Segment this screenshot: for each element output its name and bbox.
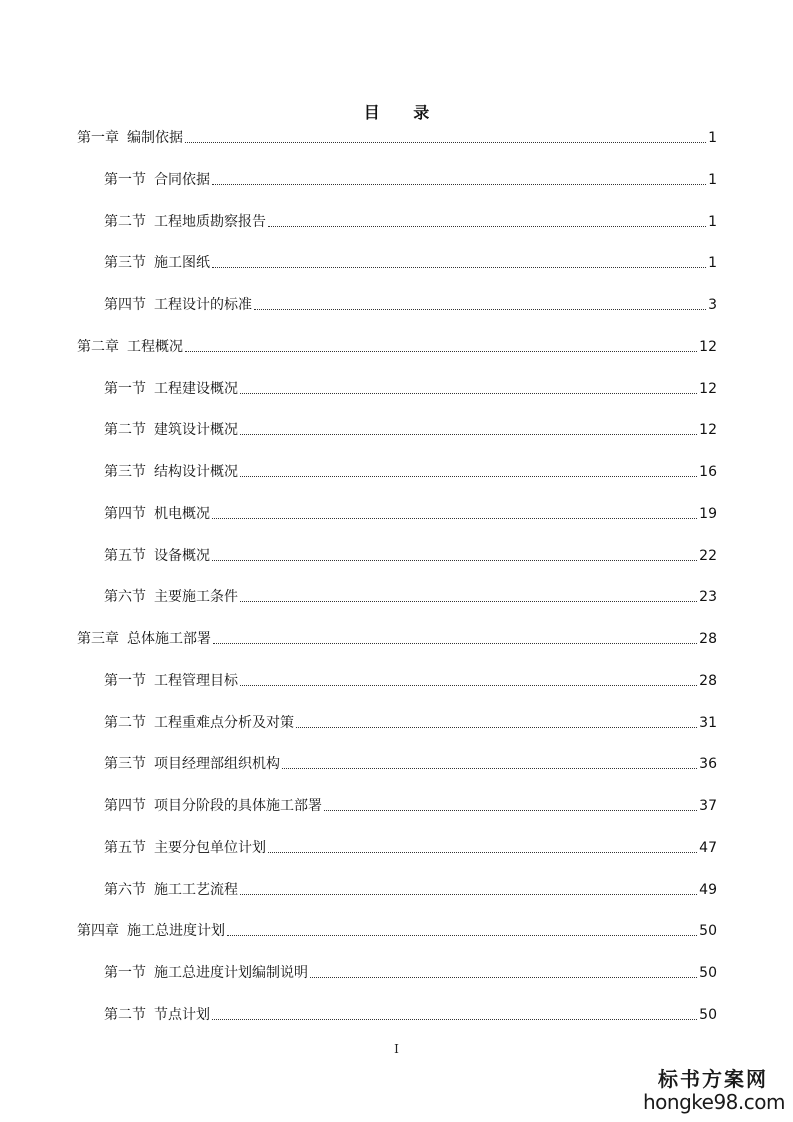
toc-entry-page: 16 xyxy=(699,464,717,480)
toc-entry-title: 总体施工部署 xyxy=(127,631,211,647)
toc-entry-title: 工程设计的标准 xyxy=(154,297,252,313)
page-number: I xyxy=(394,1042,399,1056)
toc-entry-title: 施工工艺流程 xyxy=(154,881,238,898)
toc-chapter-entry[interactable] xyxy=(77,917,717,941)
toc-dot-leader xyxy=(213,643,697,644)
toc-entry-number: 第二节 xyxy=(104,213,146,230)
toc-entry-title: 项目分阶段的具体施工部署 xyxy=(154,798,322,814)
toc-entry-number: 第二章 xyxy=(77,338,119,355)
toc-entry-title: 结构设计概况 xyxy=(154,464,238,480)
toc-entry-number: 第一节 xyxy=(104,171,146,188)
toc-dot-leader xyxy=(212,518,697,519)
toc-entry-number: 第四节 xyxy=(104,297,146,313)
toc-entry-number: 第五节 xyxy=(104,547,146,564)
toc-dot-leader xyxy=(227,935,697,936)
toc-section-entry[interactable] xyxy=(104,500,717,524)
toc-entry-number: 第二节 xyxy=(104,1006,146,1023)
toc-section-entry[interactable] xyxy=(104,291,717,315)
toc-entry-page: 23 xyxy=(699,589,717,606)
toc-entry-number: 第五节 xyxy=(104,839,146,856)
toc-entry-label xyxy=(104,170,210,190)
toc-entry-title: 设备概况 xyxy=(154,547,210,564)
page-title: 目 录 xyxy=(363,103,444,122)
toc-dot-leader xyxy=(324,810,697,811)
toc-entry-title: 机电概况 xyxy=(154,505,210,522)
watermark-logo xyxy=(643,1068,783,1114)
toc-section-entry[interactable] xyxy=(104,542,717,566)
toc-entry-page: 36 xyxy=(699,756,717,773)
toc-dot-leader xyxy=(212,267,706,268)
toc-entry-page: 49 xyxy=(699,881,717,898)
toc-dot-leader xyxy=(240,894,697,895)
toc-entry-label xyxy=(104,587,238,607)
toc-dot-leader xyxy=(268,226,706,227)
toc-dot-leader xyxy=(212,560,697,561)
toc-entry-label xyxy=(77,337,183,357)
toc-entry-title: 编制依据 xyxy=(127,130,183,146)
toc-section-entry[interactable] xyxy=(104,750,717,774)
toc-dot-leader xyxy=(240,434,697,435)
toc-entry-title: 工程重难点分析及对策 xyxy=(154,714,294,731)
toc-entry-number: 第二节 xyxy=(104,714,146,731)
toc-entry-label xyxy=(104,796,322,816)
toc-entry-page: 3 xyxy=(708,297,717,313)
toc-entry-label xyxy=(104,253,210,273)
toc-entry-page: 12 xyxy=(699,338,717,355)
toc-entry-title: 合同依据 xyxy=(154,171,210,188)
toc-entry-number: 第四节 xyxy=(104,798,146,814)
toc-entry-label xyxy=(104,671,238,691)
toc-entry-label xyxy=(104,963,308,983)
toc-entry-page: 47 xyxy=(699,839,717,856)
toc-section-entry[interactable] xyxy=(104,1001,717,1025)
toc-entry-page: 19 xyxy=(699,505,717,522)
toc-entry-label xyxy=(104,462,238,482)
toc-entry-number: 第一章 xyxy=(77,130,119,146)
toc-dot-leader xyxy=(185,351,697,352)
toc-entry-page: 28 xyxy=(699,672,717,689)
toc-entry-title: 工程建设概况 xyxy=(154,380,238,397)
watermark-name: 标书方案网 xyxy=(658,1067,768,1091)
toc-entry-number: 第六节 xyxy=(104,589,146,606)
toc-section-entry[interactable] xyxy=(104,208,717,232)
toc-entry-label xyxy=(104,295,252,315)
toc-section-entry[interactable] xyxy=(104,416,717,440)
toc-dot-leader xyxy=(185,142,706,143)
toc-section-entry[interactable] xyxy=(104,709,717,733)
toc-entry-title: 工程管理目标 xyxy=(154,672,238,689)
toc-dot-leader xyxy=(212,1019,697,1020)
toc-entry-number: 第四章 xyxy=(77,923,119,940)
toc-entry-title: 节点计划 xyxy=(154,1006,210,1023)
toc-entry-page: 22 xyxy=(699,547,717,564)
toc-entry-title: 施工总进度计划 xyxy=(127,923,225,940)
toc-section-entry[interactable] xyxy=(104,834,717,858)
toc-entry-label xyxy=(104,212,266,232)
toc-entry-number: 第三节 xyxy=(104,464,146,480)
toc-entry-label xyxy=(77,921,225,941)
toc-entry-label xyxy=(77,629,211,649)
toc-entry-page: 1 xyxy=(708,255,717,272)
toc-entry-label xyxy=(104,754,280,774)
toc-dot-leader xyxy=(240,685,697,686)
toc-entry-page: 50 xyxy=(699,923,717,940)
toc-entry-number: 第一节 xyxy=(104,380,146,397)
toc-entry-page: 28 xyxy=(699,631,717,647)
toc-entry-label xyxy=(77,128,183,148)
toc-dot-leader xyxy=(282,768,697,769)
toc-section-entry[interactable] xyxy=(104,792,717,816)
toc-entry-title: 项目经理部组织机构 xyxy=(154,756,280,773)
toc-entry-number: 第三章 xyxy=(77,631,119,647)
toc-entry-page: 50 xyxy=(699,965,717,981)
toc-entry-title: 施工图纸 xyxy=(154,255,210,272)
toc-entry-page: 1 xyxy=(708,130,717,146)
toc-entry-label xyxy=(104,420,238,440)
toc-section-entry[interactable] xyxy=(104,166,717,190)
toc-dot-leader xyxy=(268,852,697,853)
toc-section-entry[interactable] xyxy=(104,667,717,691)
toc-entry-page: 50 xyxy=(699,1006,717,1023)
toc-chapter-entry[interactable] xyxy=(77,124,717,148)
toc-chapter-entry[interactable] xyxy=(77,333,717,357)
toc-entry-number: 第一节 xyxy=(104,672,146,689)
toc-dot-leader xyxy=(254,309,706,310)
toc-section-entry[interactable] xyxy=(104,249,717,273)
toc-entry-page: 37 xyxy=(699,798,717,814)
toc-entry-label xyxy=(104,504,210,524)
toc-entry-label xyxy=(104,1005,210,1025)
toc-entry-number: 第三节 xyxy=(104,756,146,773)
toc-section-entry[interactable] xyxy=(104,458,717,482)
toc-dot-leader xyxy=(240,476,697,477)
toc-entry-title: 施工总进度计划编制说明 xyxy=(154,965,308,981)
toc-entry-page: 31 xyxy=(699,714,717,731)
toc-entry-label xyxy=(104,546,210,566)
watermark-url: hongke98.com xyxy=(643,1090,785,1114)
toc-entry-label xyxy=(104,880,238,900)
toc-entry-number: 第二节 xyxy=(104,422,146,439)
toc-section-entry[interactable] xyxy=(104,876,717,900)
toc-entry-title: 主要分包单位计划 xyxy=(154,839,266,856)
toc-entry-number: 第六节 xyxy=(104,881,146,898)
toc-entry-number: 第三节 xyxy=(104,255,146,272)
toc-entry-number: 第四节 xyxy=(104,505,146,522)
toc-entry-label xyxy=(104,838,266,858)
toc-dot-leader xyxy=(240,601,697,602)
toc-dot-leader xyxy=(310,977,697,978)
toc-entry-page: 12 xyxy=(699,380,717,397)
toc-entry-page: 12 xyxy=(699,422,717,439)
toc-section-entry[interactable] xyxy=(104,959,717,983)
toc-entry-number: 第一节 xyxy=(104,965,146,981)
toc-entry-title: 工程地质勘察报告 xyxy=(154,213,266,230)
toc-section-entry[interactable] xyxy=(104,583,717,607)
toc-entry-label xyxy=(104,379,238,399)
toc-entry-title: 工程概况 xyxy=(127,338,183,355)
toc-entry-title: 主要施工条件 xyxy=(154,589,238,606)
toc-chapter-entry[interactable] xyxy=(77,625,717,649)
toc-entry-page: 1 xyxy=(708,171,717,188)
toc-dot-leader xyxy=(296,727,697,728)
toc-section-entry[interactable] xyxy=(104,375,717,399)
toc-dot-leader xyxy=(240,393,697,394)
toc-entry-page: 1 xyxy=(708,213,717,230)
toc-dot-leader xyxy=(212,184,706,185)
toc-entry-label xyxy=(104,713,294,733)
toc-entry-title: 建筑设计概况 xyxy=(154,422,238,439)
